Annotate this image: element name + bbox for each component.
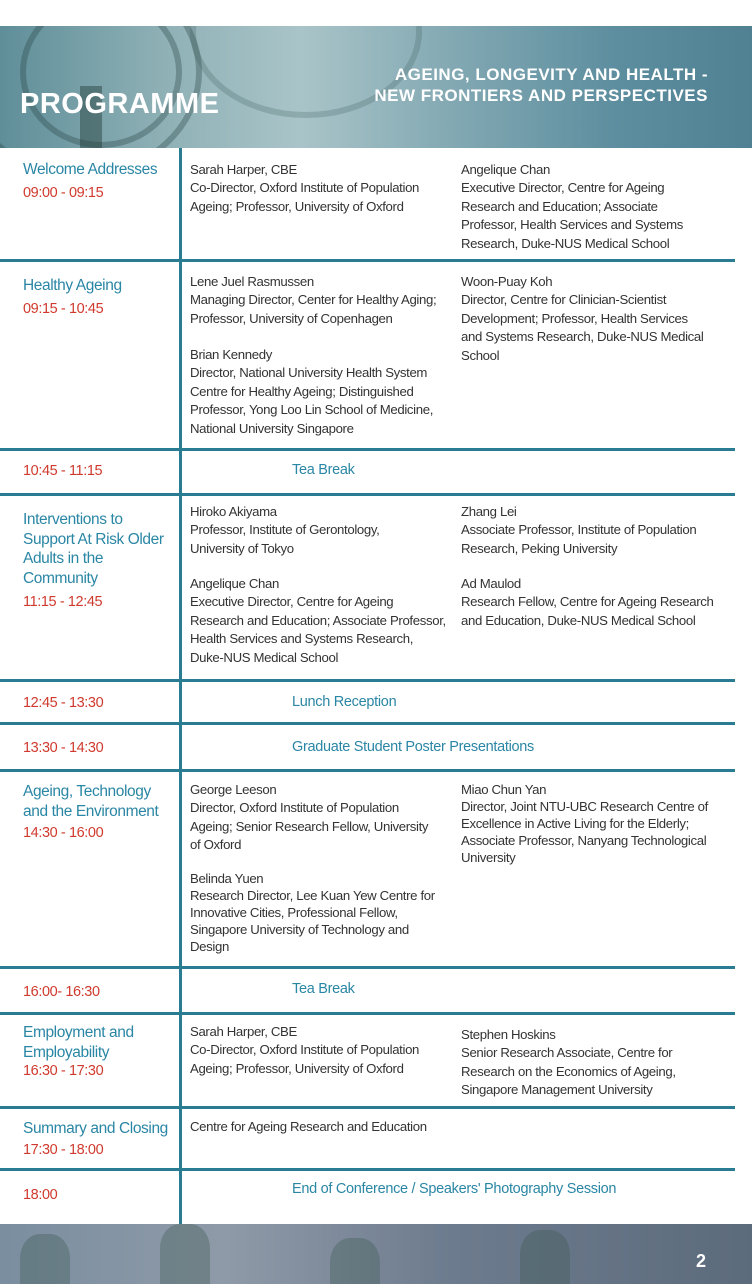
foliage-graphic [520,1230,570,1284]
speaker-affiliation: Associate Professor, Institute of Population [461,522,697,538]
foliage-graphic [160,1224,210,1284]
speaker-affiliation: Ageing; Professor, University of Oxford [190,198,404,214]
speaker-affiliation: and Systems Research, Duke-NUS Medical [461,329,704,345]
speaker-affiliation: Excellence in Active Living for the Elderly; [461,816,689,831]
speaker-block [190,1118,427,1136]
speaker-affiliation: of Oxford [190,837,242,853]
break-tea-2 [23,983,177,1003]
session-title-line: Ageing, Technology [23,783,151,800]
row-divider [0,966,735,969]
subtitle-line: NEW FRONTIERS AND PERSPECTIVES [374,86,708,105]
session-title-line: Employability [23,1043,110,1061]
speaker-name: Sarah Harper, CBE [190,162,297,177]
break-label: Graduate Student Poster Presentations [292,739,534,755]
session-employment [23,1023,177,1080]
session-time: 12:45 - 13:30 [23,695,104,711]
row-divider [0,1012,735,1015]
speaker-affiliation: Professor, University of Copenhagen [190,310,393,326]
break-label: Tea Break [292,462,355,478]
speaker-affiliation: Health Services and Systems Research, [190,631,414,647]
speaker-affiliation: Ageing; Senior Research Fellow, University [190,818,429,834]
session-time: 09:00 - 09:15 [23,184,104,201]
speaker-affiliation: Design [190,939,229,954]
session-interventions [23,510,177,613]
session-title: Healthy Ageing [23,277,122,294]
session-summary-closing [23,1119,177,1160]
session-time: 11:15 - 12:45 [23,594,103,610]
session-time: 14:30 - 16:00 [23,825,104,841]
row-divider [0,1106,735,1109]
speaker-name: Brian Kennedy [190,347,272,362]
row-divider [0,448,735,451]
session-time: 16:00- 16:30 [23,984,100,1000]
session-title: Welcome Addresses [23,161,158,178]
row-divider [0,679,735,682]
speaker-affiliation: Director, National University Health System [190,365,428,381]
break-label: Tea Break [292,981,355,997]
session-title-line: Community [23,569,98,587]
session-title-line: and the Environment [23,802,159,820]
session-welcome-addresses [23,160,177,203]
session-time: 09:15 - 10:45 [23,300,104,317]
row-divider [0,1168,735,1171]
speaker-block [190,273,436,328]
session-time: 17:30 - 18:00 [23,1141,104,1158]
speaker-affiliation: Singapore University of Technology and [190,922,409,937]
speaker-affiliation: Research and Education; Associate Professor, [190,612,446,628]
conference-subtitle [374,64,708,106]
break-label: Lunch Reception [292,694,397,710]
row-divider [0,493,735,496]
speaker-block [461,273,704,365]
speaker-affiliation: Duke-NUS Medical School [190,649,339,665]
speaker-affiliation: Director, Oxford Institute of Population [190,800,399,816]
speaker-name: Lene Juel Rasmussen [190,274,314,289]
session-ageing-technology [23,782,177,844]
speaker-affiliation: Managing Director, Center for Healthy Aging; [190,292,437,308]
speaker-name: Ad Maulod [461,576,521,591]
speaker-affiliation: Senior Research Associate, Centre for [461,1045,673,1061]
speaker-affiliation: Professor, Yong Loo Lin School of Medicine, [190,402,434,418]
speaker-name: Angelique Chan [461,162,550,177]
speaker-name: Sarah Harper, CBE [190,1024,297,1039]
speaker-block [190,503,379,558]
speaker-affiliation: Ageing; Professor, University of Oxford [190,1060,404,1076]
speaker-affiliation: National University Singapore [190,420,354,436]
footer-banner [0,1224,752,1284]
speaker-affiliation: Director, Centre for Clinician-Scientist [461,292,667,308]
speaker-name: George Leeson [190,782,277,797]
speaker-name: Hiroko Akiyama [190,504,277,519]
subtitle-line: AGEING, LONGEVITY AND HEALTH - [394,65,708,84]
speaker-block [461,781,708,866]
speaker-affiliation: Co-Director, Oxford Institute of Population [190,1042,420,1058]
speaker-affiliation: Director, Joint NTU-UBC Research Centre of [461,799,708,814]
session-title-line: Employment and [23,1024,134,1041]
speaker-block [461,575,714,630]
speaker-block [461,503,696,558]
speaker-affiliation: Research, Duke-NUS Medical School [461,235,670,251]
speaker-block [190,575,446,667]
break-poster [23,739,177,759]
speaker-affiliation: Research and Education; Associate [461,198,658,214]
row-divider [0,722,735,725]
break-label: End of Conference / Speakers' Photography Session [292,1181,617,1197]
speaker-name: Belinda Yuen [190,871,264,886]
session-title-line: Interventions to [23,511,123,528]
speaker-name: Woon-Puay Koh [461,274,553,289]
speaker-affiliation: Research Fellow, Centre for Ageing Research [461,594,714,610]
foliage-graphic [20,1234,70,1284]
row-divider [0,769,735,772]
speaker-affiliation: University of Tokyo [190,540,294,556]
speaker-affiliation: Centre for Healthy Ageing; Distinguished [190,383,414,399]
break-tea-1 [23,462,177,482]
speaker-block [190,781,428,855]
column-divider [179,148,182,1224]
speaker-block [190,870,435,955]
session-time: 13:30 - 14:30 [23,740,104,756]
speaker-affiliation: Research, Peking University [461,540,618,556]
speaker-affiliation: University [461,850,516,865]
speaker-affiliation: School [461,347,500,363]
foliage-graphic [330,1238,380,1284]
session-title-line: Adults in the [23,550,104,567]
page-number: 2 [695,1251,706,1271]
speaker-block [461,1026,676,1100]
speaker-block [190,1023,419,1078]
session-time: 18:00 [23,1187,58,1203]
speaker-name: Zhang Lei [461,504,517,519]
session-time: 16:30 - 17:30 [23,1063,104,1079]
session-end [23,1186,177,1206]
speaker-name: Angelique Chan [190,576,279,591]
speaker-affiliation: Development; Professor, Health Services [461,310,688,326]
speaker-name: Stephen Hoskins [461,1027,556,1042]
speaker-affiliation: Professor, Institute of Gerontology, [190,522,380,538]
row-divider [0,259,735,262]
speaker-affiliation: Singapore Management University [461,1082,653,1098]
page-title: PROGRAMME [20,88,220,120]
speaker-affiliation: Research on the Economics of Ageing, [461,1063,676,1079]
speaker-block [461,161,683,253]
speaker-affiliation: Executive Director, Centre for Ageing [190,594,394,610]
speaker-affiliation: Research Director, Lee Kuan Yew Centre for [190,888,435,903]
speaker-name: Centre for Ageing Research and Education [190,1119,427,1134]
session-healthy-ageing [23,276,177,319]
speaker-affiliation: Associate Professor, Nanyang Technological [461,833,707,848]
speaker-name: Miao Chun Yan [461,782,547,797]
header-banner [0,26,752,148]
session-title-line: Support At Risk Older [23,530,164,548]
speaker-block [190,346,433,438]
session-title: Summary and Closing [23,1120,168,1137]
speaker-affiliation: Co-Director, Oxford Institute of Population [190,180,420,196]
speaker-affiliation: Professor, Health Services and Systems [461,217,683,233]
speaker-block [190,161,419,216]
speaker-affiliation: Innovative Cities, Professional Fellow, [190,905,398,920]
break-lunch [23,694,177,714]
speaker-affiliation: and Education, Duke-NUS Medical School [461,612,696,628]
session-time: 10:45 - 11:15 [23,463,103,479]
speaker-affiliation: Executive Director, Centre for Ageing [461,180,665,196]
